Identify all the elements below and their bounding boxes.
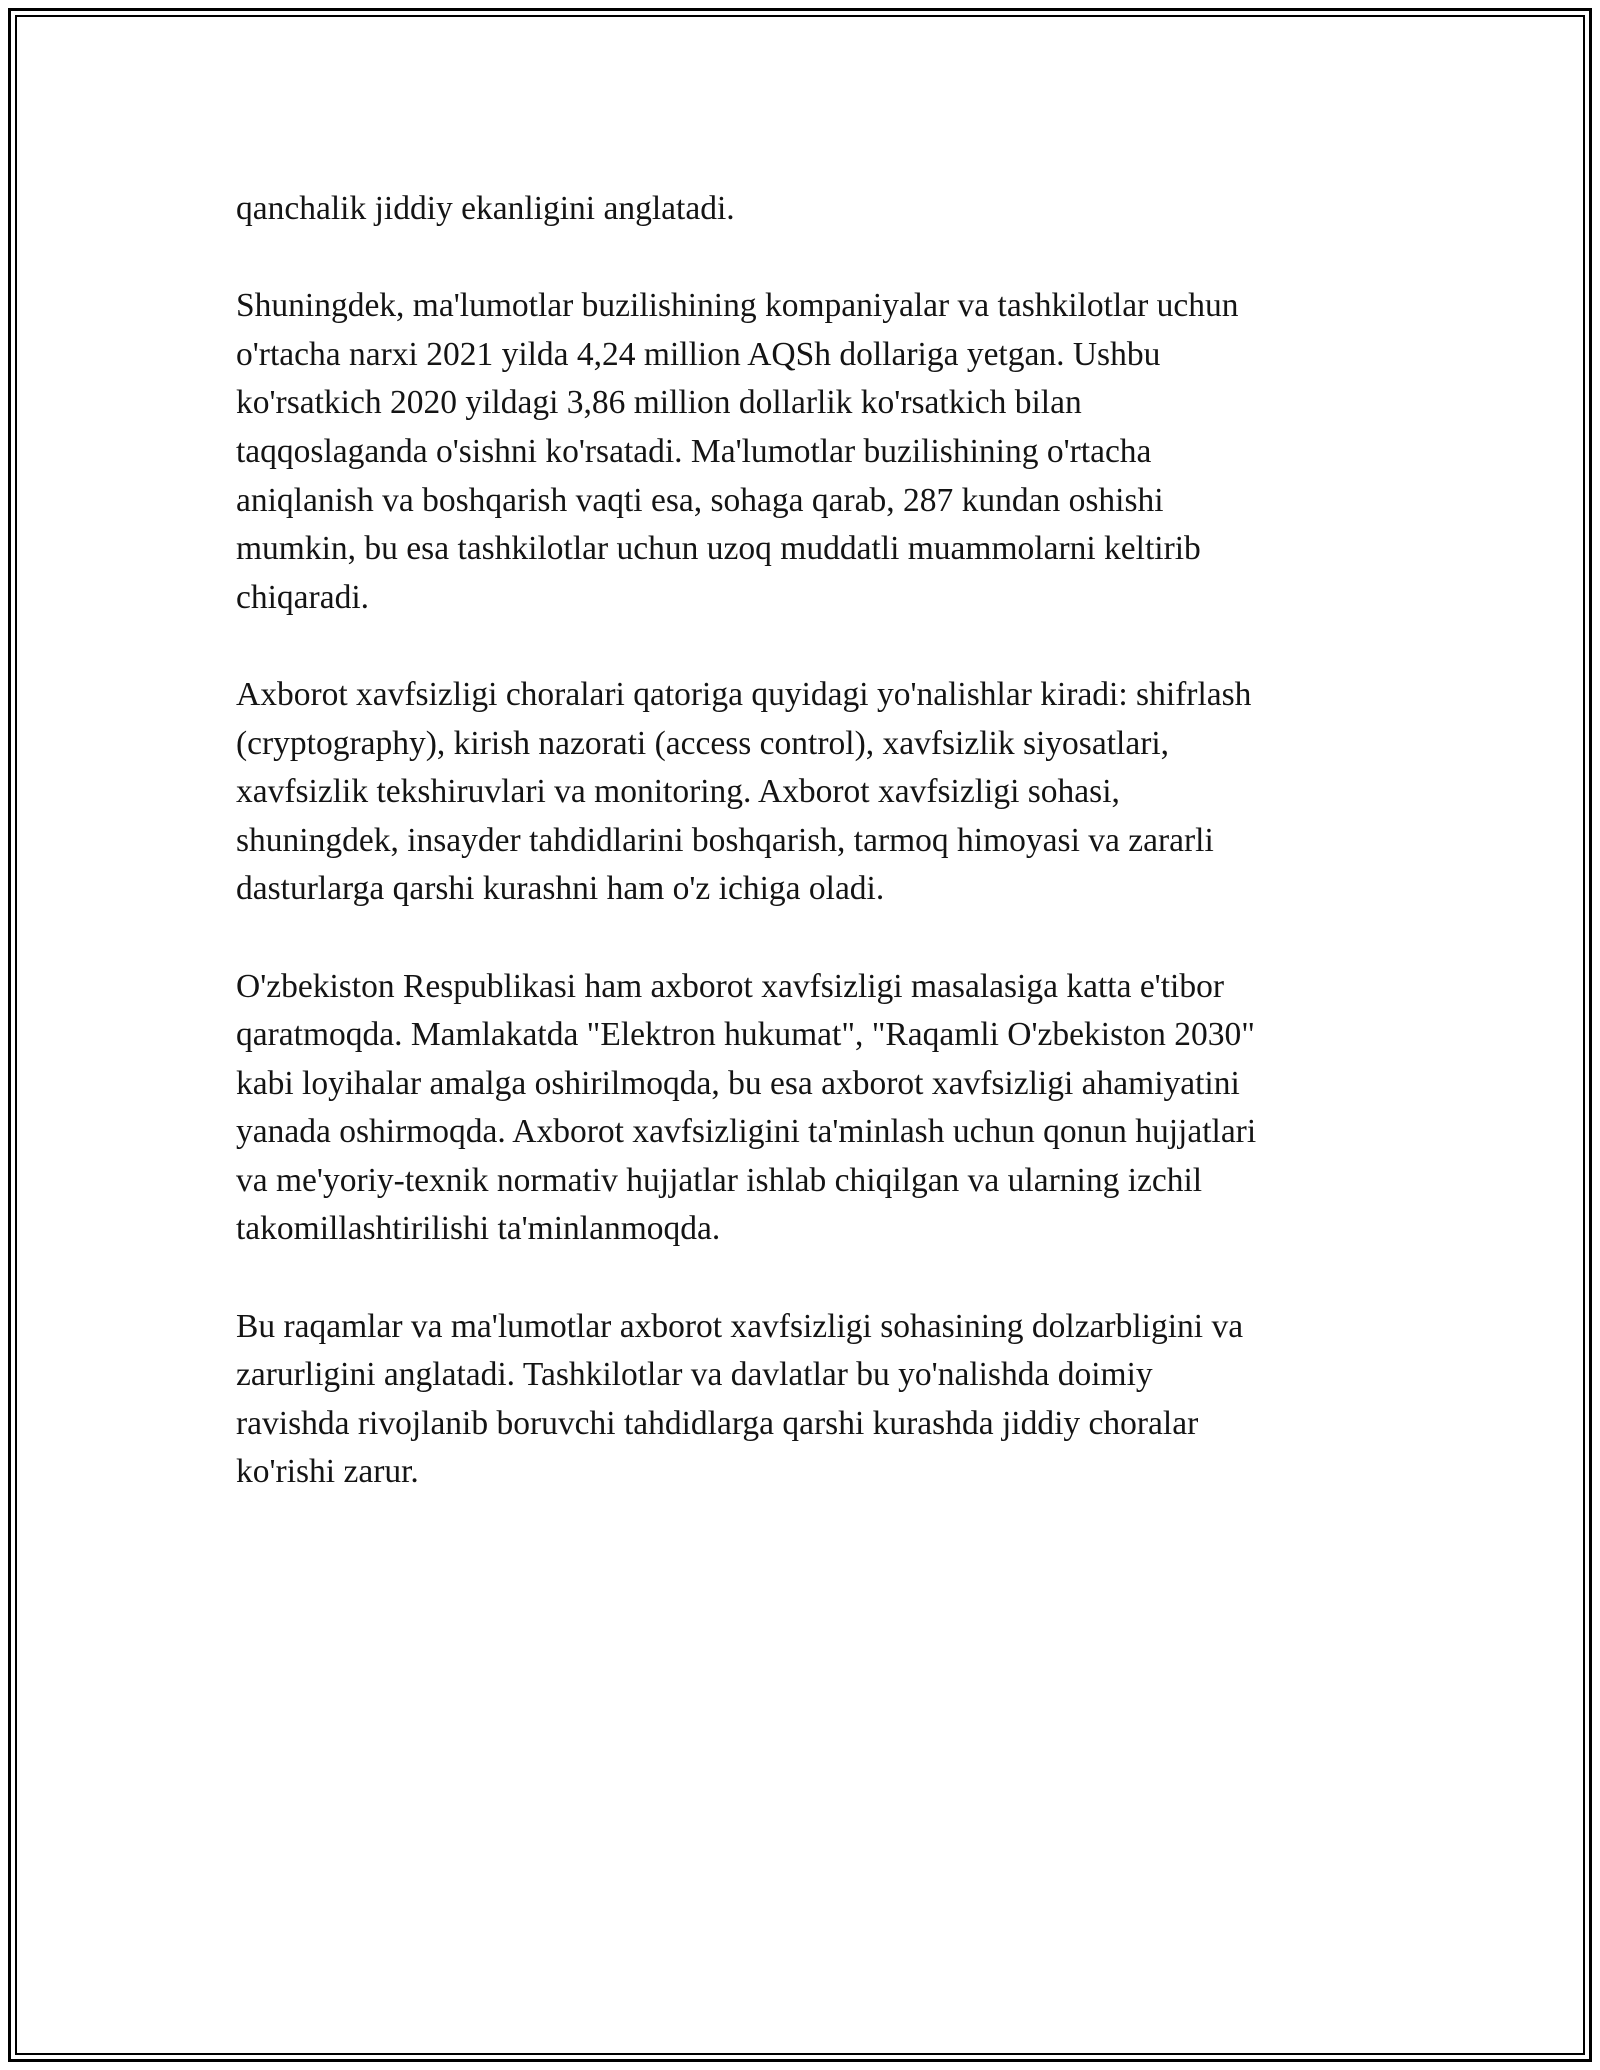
- document-body: [236, 185, 1366, 1546]
- paragraph: Shuningdek, ma'lumotlar buzilishining kompaniyalar va tashkilotlar uchun o'rtacha narxi 2021 yilda 4,24 million AQSh dollariga yetgan. Ushbu ko'rsatkich 2020 yildagi 3,86 million dollarlik ko'rsatkich bilan taqqoslaganda o'sishni ko'rsatadi. Ma'lumotlar buzilishining o'rtacha aniqlanish va boshqarish vaqti esa, sohaga qarab, 287 kundan oshishi mumkin, bu esa tashkilotlar uchun uzoq muddatli muammolarni keltirib chiqaradi.: [236, 287, 1239, 616]
- paragraph: O'zbekiston Respublikasi ham axborot xavfsizligi masalasiga katta e'tibor qaratmoqda. Mamlakatda "Elektron hukumat", "Raqamli O'zbekiston 2030" kabi loyihalar amalga oshirilmoqda, bu esa axborot xavfsizligi ahamiyatini yanada oshirmoqda. Axborot xavfsizligini ta'minlash uchun qonun hujjatlari va me'yoriy-texnik normativ hujjatlar ishlab chiqilgan va ularning izchil takomillashtirilishi ta'minlanmoqda.: [236, 967, 1257, 1248]
- paragraph: qanchalik jiddiy ekanligini anglatadi.: [236, 190, 735, 227]
- paragraph: Axborot xavfsizligi choralari qatoriga quyidagi yo'nalishlar kiradi: shifrlash (cryptography), kirish nazorati (access control), xavfsizlik siyosatlari, xavfsizlik tekshiruvlari va monitoring. Axborot xavfsizligi sohasi, shuningdek, insayder tahdidlarini boshqarish, tarmoq himoyasi va zararli dasturlarga qarshi kurashni ham o'z ichiga oladi.: [236, 675, 1252, 908]
- paragraph: Bu raqamlar va ma'lumotlar axborot xavfsizligi sohasining dolzarbligini va zarurligini anglatadi. Tashkilotlar va davlatlar bu yo'nalishda doimiy ravishda rivojlanib boruvchi tahdidlarga qarshi kurashda jiddiy choralar ko'rishi zarur.: [236, 1307, 1244, 1491]
